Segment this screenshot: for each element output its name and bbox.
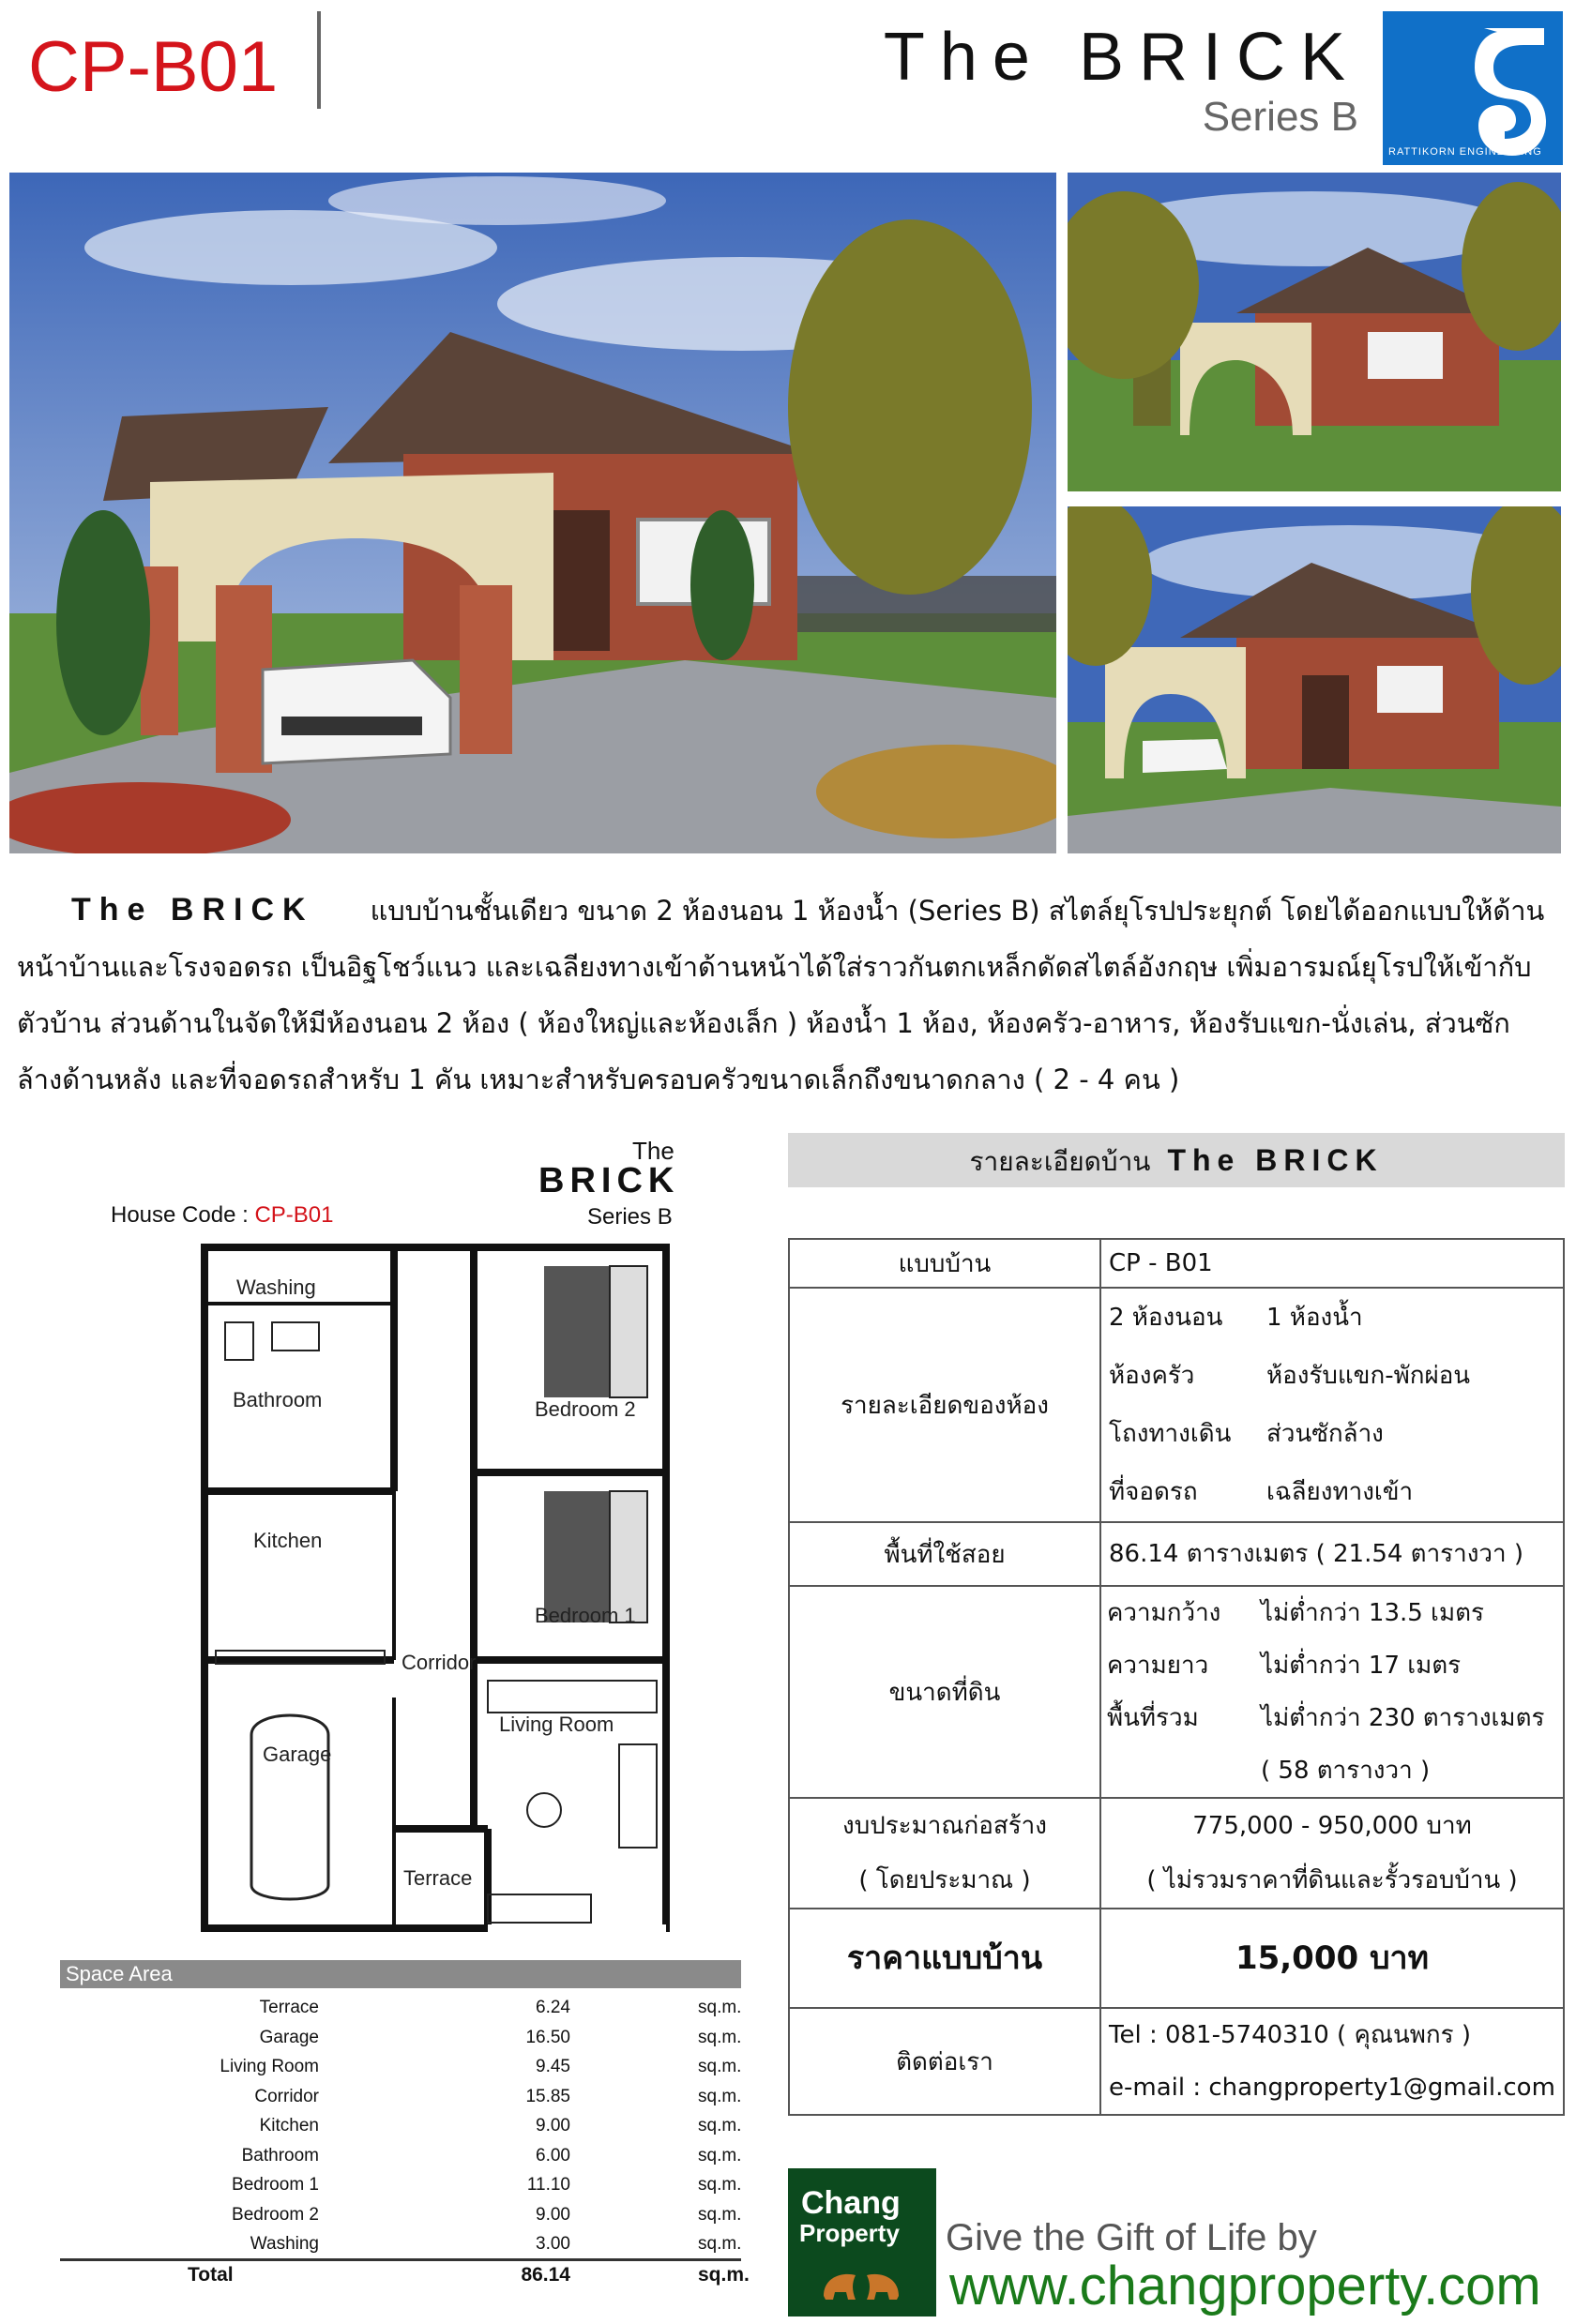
table-row: [789, 1798, 1564, 1909]
rooms-line: [1101, 1347, 1563, 1405]
land-line: [1101, 1692, 1563, 1744]
area-unit: sq.m.: [698, 1998, 742, 2017]
area-name: Bedroom 1: [232, 2175, 319, 2195]
budget-note: ( ไม่รวมราคาที่ดินและรั้วรอบบ้าน ): [1146, 1866, 1518, 1894]
house-code: CP-B01: [28, 27, 279, 107]
room-terrace: Terrace: [403, 1866, 473, 1890]
area-unit: sq.m.: [698, 2027, 742, 2047]
table-row: [789, 2008, 1564, 2115]
area-name: Living Room: [220, 2057, 319, 2076]
area-value: 15.85: [525, 2086, 570, 2106]
footer-website-link[interactable]: www.changproperty.com: [949, 2256, 1541, 2316]
table-row: [60, 2142, 741, 2172]
space-area-heading: Space Area: [60, 1960, 741, 1988]
table-row: [789, 1909, 1564, 2008]
plan-code-label: House Code :: [111, 1202, 249, 1228]
room-item: ที่จอดรถ: [1109, 1478, 1198, 1506]
table-row: [60, 2053, 741, 2083]
room-bathroom: Bathroom: [233, 1388, 323, 1411]
plan-value: CP - B01: [1109, 1249, 1213, 1277]
table-row: [60, 1994, 741, 2024]
area-unit: sq.m.: [698, 2057, 742, 2076]
rooms-value-cell: [1100, 1288, 1564, 1522]
area-name: Garage: [259, 2027, 319, 2047]
logo-line-1: Chang: [801, 2185, 901, 2221]
land-value: ไม่ต่ำกว่า 13.5 เมตร: [1261, 1599, 1484, 1627]
plan-brand-the: The: [632, 1137, 674, 1165]
land-extra: ( 58 ตารางวา ): [1261, 1757, 1431, 1785]
house-description: [17, 882, 1555, 1108]
budget-label-cell: [789, 1798, 1100, 1909]
budget-value-cell: [1100, 1798, 1564, 1909]
area-name: Bathroom: [241, 2145, 319, 2166]
area-name: Corridor: [254, 2086, 319, 2106]
rooms-label: รายละเอียดของห้อง: [841, 1391, 1049, 1420]
brand-title: The BRICK: [883, 20, 1360, 95]
contact-tel: Tel : 081-5740310 ( คุณนพกร ): [1109, 2021, 1471, 2049]
brand-series: Series B: [1202, 94, 1358, 140]
plan-label-cell: [789, 1239, 1100, 1288]
details-heading-brand: The BRICK: [1167, 1143, 1384, 1177]
room-item: เฉลียงทางเข้า: [1266, 1478, 1414, 1506]
room-bedroom-2: Bedroom 2: [535, 1397, 636, 1421]
land-value: ไม่ต่ำกว่า 17 เมตร: [1261, 1652, 1462, 1680]
house-render-side: [1068, 173, 1561, 491]
area-value: 11.10: [526, 2175, 570, 2195]
area-name: Terrace: [259, 1998, 319, 2017]
area-value: 9.00: [536, 2204, 570, 2225]
total-value: 86.14: [521, 2264, 570, 2286]
table-row: [789, 1288, 1564, 1522]
table-row: [60, 2201, 741, 2231]
details-table: [788, 1238, 1565, 2116]
room-item: ห้องครัว: [1109, 1362, 1195, 1390]
rooms-line: [1101, 1289, 1563, 1347]
budget-label: งบประมาณก่อสร้าง: [842, 1812, 1047, 1840]
contact-value-cell: [1100, 2008, 1564, 2115]
room-corridor: Corridor: [402, 1651, 477, 1674]
budget-label-note: ( โดยประมาณ ): [858, 1866, 1031, 1894]
space-area-total: [60, 2264, 750, 2292]
price-label: ราคาแบบบ้าน: [846, 1939, 1043, 1977]
area-name: Bedroom 2: [232, 2204, 319, 2225]
details-heading: [788, 1133, 1565, 1187]
room-bedroom-1: Bedroom 1: [535, 1604, 636, 1627]
area-value: 16.50: [525, 2027, 570, 2047]
room-living: Living Room: [499, 1713, 614, 1736]
area-name: Washing: [250, 2234, 319, 2254]
description-text: แบบบ้านชั้นเดียว ขนาด 2 ห้องนอน 1 ห้องน้ำ (Series B) สไตล์ยุโรปประยุกต์ โดยได้ออกแบบให้ด้านหน้าบ้านและโรงจอดรถ เป็นอิฐโชว์แนว และเฉลียงทางเข้าด้านหน้าได้ใส่ราวกันตกเหล็กดัดสไตล์อังกฤษ เพิ่มอารมณ์ยุโรปให้เข้ากับตัวบ้าน ส่วนด้านในจัดให้มีห้องนอน 2 ห้อง ( ห้องใหญ่และห้องเล็ก ) ห้องน้ำ 1 ห้อง, ห้องครัว-อาหาร, ห้องรับแขก-นั่งเล่น, ส่วนซักล้างด้านหลัง และที่จอดรถสำหรับ 1 คัน เหมาะสำหรับครอบครัวขนาดเล็กถึงขนาดกลาง ( 2 - 4 คน ): [17, 895, 1545, 1095]
plan-label: แบบบ้าน: [898, 1249, 992, 1278]
header-divider: [317, 11, 321, 109]
footer-slogan: Give the Gift of Life by: [946, 2217, 1317, 2258]
area-unit: sq.m.: [698, 2145, 742, 2166]
contact-label: ติดต่อเรา: [896, 2047, 993, 2076]
room-item: ห้องรับแขก-พักผ่อน: [1266, 1362, 1471, 1390]
land-line: [1101, 1744, 1563, 1797]
elephant-icon: [814, 2258, 908, 2309]
area-unit: sq.m.: [698, 2234, 742, 2254]
land-line: [1101, 1639, 1563, 1692]
table-row: [789, 1522, 1564, 1586]
area-label: พื้นที่ใช้สอย: [884, 1540, 1006, 1569]
plan-brand-series: Series B: [587, 1204, 673, 1230]
table-row: [60, 2083, 741, 2113]
area-unit: sq.m.: [698, 2204, 742, 2225]
area-value: 6.00: [536, 2145, 570, 2166]
area-label-cell: [789, 1522, 1100, 1586]
room-item: 2 ห้องนอน: [1109, 1304, 1223, 1332]
room-item: ส่วนซักล้าง: [1266, 1420, 1384, 1448]
logo-mark-icon: [1383, 11, 1563, 165]
land-label: ขนาดที่ดิน: [888, 1678, 1001, 1707]
area-name: Kitchen: [259, 2116, 319, 2135]
table-row: [789, 1239, 1564, 1288]
price-value-cell: [1100, 1909, 1564, 2008]
total-divider: [60, 2258, 741, 2261]
chang-property-logo: [788, 2168, 936, 2316]
area-value: 6.24: [536, 1998, 570, 2017]
area-value: 3.00: [536, 2234, 570, 2254]
total-unit: sq.m.: [698, 2264, 750, 2286]
land-value: ไม่ต่ำกว่า 230 ตารางเมตร: [1261, 1704, 1545, 1732]
area-value: 9.00: [536, 2116, 570, 2135]
table-row: [60, 2171, 741, 2201]
plan-code-value: CP-B01: [254, 1202, 334, 1228]
room-garage: Garage: [263, 1743, 332, 1766]
room-kitchen: Kitchen: [253, 1529, 323, 1552]
total-label: Total: [188, 2264, 234, 2286]
area-unit: sq.m.: [698, 2086, 742, 2106]
table-row: [60, 2024, 741, 2054]
company-logo: [1383, 11, 1563, 165]
land-value-cell: [1100, 1586, 1564, 1798]
contact-email: e-mail : changproperty1@gmail.com: [1109, 2074, 1555, 2102]
rooms-line: [1101, 1463, 1563, 1521]
table-row: [60, 2112, 741, 2142]
plan-value-cell: [1100, 1239, 1564, 1288]
area-value-cell: [1100, 1522, 1564, 1586]
area-unit: sq.m.: [698, 2175, 742, 2195]
room-item: 1 ห้องน้ำ: [1266, 1304, 1363, 1332]
table-row: [789, 1586, 1564, 1798]
space-area-table: [60, 1994, 741, 2260]
contact-label-cell: [789, 2008, 1100, 2115]
description-brand: The BRICK: [71, 892, 314, 928]
price-value: 15,000 บาท: [1235, 1939, 1430, 1977]
land-label-cell: [789, 1586, 1100, 1798]
details-heading-prefix: รายละเอียดบ้าน: [969, 1146, 1151, 1177]
area-value: 86.14 ตารางเมตร ( 21.54 ตารางวา ): [1109, 1540, 1524, 1568]
price-label-cell: [789, 1909, 1100, 2008]
room-washing: Washing: [236, 1275, 316, 1299]
table-row: [60, 2230, 741, 2260]
logo-text: RATTIKORN ENGINEERING: [1388, 146, 1542, 158]
land-key: ความกว้าง: [1107, 1599, 1221, 1627]
rooms-line: [1101, 1405, 1563, 1463]
rooms-label-cell: [789, 1288, 1100, 1522]
house-render-main: [9, 173, 1056, 853]
land-key: พื้นที่รวม: [1107, 1704, 1199, 1732]
budget-value: 775,000 - 950,000 บาท: [1192, 1812, 1472, 1840]
logo-line-2: Property: [799, 2219, 900, 2247]
area-value: 9.45: [536, 2057, 570, 2076]
room-item: โถงทางเดิน: [1109, 1420, 1232, 1448]
floor-plan: [47, 1135, 760, 1960]
area-unit: sq.m.: [698, 2116, 742, 2135]
land-key: ความยาว: [1107, 1652, 1209, 1680]
land-line: [1101, 1587, 1563, 1639]
house-render-front: [1068, 506, 1561, 853]
plan-brand-brick: BRICK: [538, 1161, 680, 1200]
